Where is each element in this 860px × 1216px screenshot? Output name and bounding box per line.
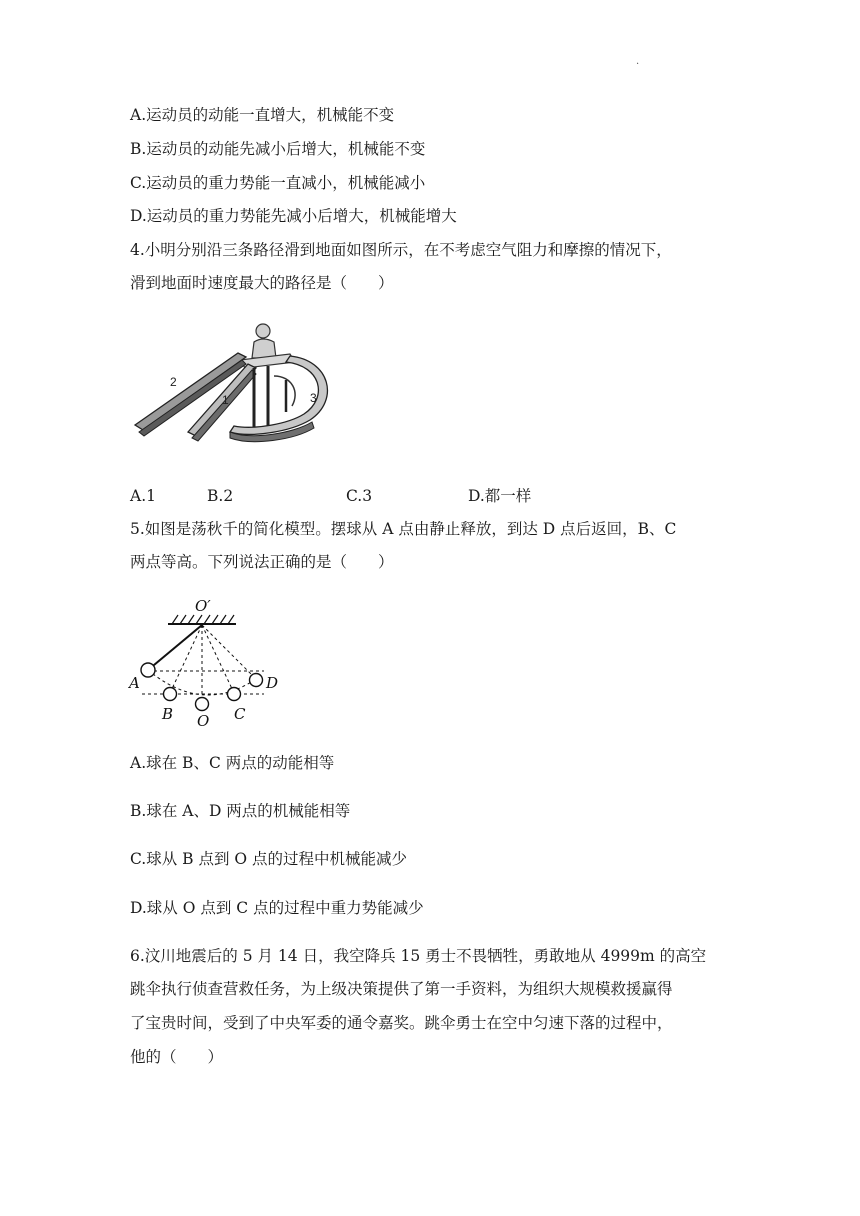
q3-option-b: B.运动员的动能先减小后增大，机械能不变 — [130, 140, 426, 158]
label-b: B — [162, 705, 174, 723]
child-figure — [252, 324, 276, 358]
q4-stem-line2: 滑到地面时速度最大的路径是（ ） — [130, 274, 394, 292]
q5-option-d: D.球从 O 点到 C 点的过程中重力势能减少 — [130, 899, 424, 917]
label-path-1: 1 — [222, 393, 229, 407]
q6-line3: 了宝贵时间，受到了中央军委的通令嘉奖。跳伞勇士在空中匀速下落的过程中， — [130, 1014, 673, 1032]
label-o: O — [197, 712, 210, 730]
slide-paths-figure — [130, 320, 345, 445]
label-c: C — [234, 705, 246, 723]
q6-line2: 跳伞执行侦查营救任务，为上级决策提供了第一手资料，为组织大规模救援赢得 — [130, 980, 673, 998]
q5-option-b: B.球在 A、D 两点的机械能相等 — [130, 802, 351, 820]
label-a: A — [129, 674, 140, 692]
label-d: D — [266, 674, 278, 692]
q4-option-d: D.都一样 — [468, 487, 532, 505]
label-path-2: 2 — [170, 375, 177, 389]
q3-option-c: C.运动员的重力势能一直减小，机械能减小 — [130, 174, 426, 192]
label-pivot: O′ — [195, 597, 211, 615]
q5-option-c: C.球从 B 点到 O 点的过程中机械能减少 — [130, 850, 408, 868]
header-mark: . — [636, 56, 640, 67]
q3-option-d: D.运动员的重力势能先减小后增大，机械能增大 — [130, 207, 457, 225]
q6-line1: 6.汶川地震后的 5 月 14 日，我空降兵 15 勇士不畏牺牲，勇敢地从 4999m 的高空 — [130, 947, 707, 965]
q6-line4: 他的（ ） — [130, 1048, 224, 1066]
q4-option-a: A.1 — [130, 487, 156, 505]
q4-option-b: B.2 — [207, 487, 234, 505]
q5-stem-line2: 两点等高。下列说法正确的是（ ） — [130, 553, 394, 571]
q4-stem-line1: 4.小明分别沿三条路径滑到地面如图所示，在不考虑空气阻力和摩擦的情况下， — [130, 241, 672, 259]
swing-model-figure — [128, 595, 278, 730]
q5-option-a: A.球在 B、C 两点的动能相等 — [130, 754, 335, 772]
q4-option-c: C.3 — [346, 487, 373, 505]
q5-stem-line1: 5.如图是荡秋千的简化模型。摆球从 A 点由静止释放，到达 D 点后返回，B、C — [130, 520, 677, 538]
q3-option-a: A.运动员的动能一直增大，机械能不变 — [130, 106, 395, 124]
label-path-3: 3 — [310, 391, 317, 405]
